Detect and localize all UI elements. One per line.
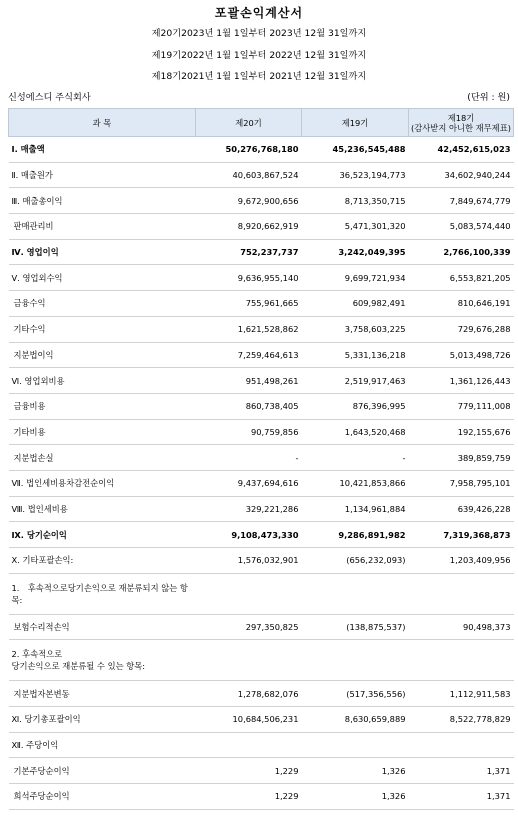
table-row bbox=[9, 137, 514, 163]
row-label: 기타수익 bbox=[9, 316, 196, 342]
cell-value: 9,286,891,982 bbox=[302, 522, 409, 548]
cell-value: (656,232,093) bbox=[302, 548, 409, 574]
cell-value: 1,361,126,443 bbox=[409, 368, 514, 394]
cell-value: 3,242,049,395 bbox=[302, 239, 409, 265]
cell-value: 9,636,955,140 bbox=[196, 265, 302, 291]
cell-value: 7,319,368,873 bbox=[409, 522, 514, 548]
table-row bbox=[9, 732, 514, 758]
row-label: Ⅱ. 매출원가 bbox=[9, 162, 196, 188]
cell-value: 860,738,405 bbox=[196, 393, 302, 419]
table-row bbox=[9, 393, 514, 419]
cell-value: 34,602,940,244 bbox=[409, 162, 514, 188]
row-label: Ⅴ. 영업외수익 bbox=[9, 265, 196, 291]
row-label: 지분법손실 bbox=[9, 445, 196, 471]
row-label: 지분법자본변동 bbox=[9, 681, 196, 707]
header-period-19: 제19기 bbox=[302, 109, 409, 137]
table-row bbox=[9, 342, 514, 368]
cell-value: 8,630,659,889 bbox=[302, 707, 409, 733]
table-row bbox=[9, 614, 514, 640]
cell-value: 10,421,853,866 bbox=[302, 470, 409, 496]
row-label: Ⅰ. 매출액 bbox=[9, 137, 196, 163]
row-label: Ⅵ. 영업외비용 bbox=[9, 368, 196, 394]
cell-value bbox=[302, 640, 409, 681]
header-period-20: 제20기 bbox=[196, 109, 302, 137]
cell-value: 1,621,528,862 bbox=[196, 316, 302, 342]
table-row bbox=[9, 640, 514, 681]
cell-value: 1,229 bbox=[196, 784, 302, 810]
cell-value: 40,603,867,524 bbox=[196, 162, 302, 188]
table-row bbox=[9, 681, 514, 707]
period-line-20: 제20기2023년 1월 1일부터 2023년 12월 31일까지 bbox=[151, 28, 367, 39]
cell-value: 1,371 bbox=[409, 758, 514, 784]
cell-value: 1,278,682,076 bbox=[196, 681, 302, 707]
cell-value: 389,859,759 bbox=[409, 445, 514, 471]
cell-value: 1,112,911,583 bbox=[409, 681, 514, 707]
cell-value bbox=[409, 573, 514, 614]
table-row bbox=[9, 522, 514, 548]
cell-value bbox=[409, 732, 514, 758]
cell-value: 90,498,373 bbox=[409, 614, 514, 640]
cell-value: 36,523,194,773 bbox=[302, 162, 409, 188]
row-label: 1. 후속적으로당기손익으로 재분류되지 않는 항목: bbox=[9, 573, 196, 614]
cell-value: 1,371 bbox=[409, 784, 514, 810]
table-row bbox=[9, 707, 514, 733]
cell-value bbox=[409, 640, 514, 681]
table-row bbox=[9, 291, 514, 317]
cell-value bbox=[302, 732, 409, 758]
row-label: Ⅻ. 주당이익 bbox=[9, 732, 196, 758]
cell-value: 609,982,491 bbox=[302, 291, 409, 317]
cell-value: 1,229 bbox=[196, 758, 302, 784]
cell-value bbox=[196, 573, 302, 614]
cell-value: 1,326 bbox=[302, 758, 409, 784]
table-row bbox=[9, 188, 514, 214]
header-item: 과 목 bbox=[9, 109, 196, 137]
row-label: 금융비용 bbox=[9, 393, 196, 419]
table-row bbox=[9, 470, 514, 496]
row-label: 기본주당순이익 bbox=[9, 758, 196, 784]
table-row bbox=[9, 548, 514, 574]
table-row bbox=[9, 445, 514, 471]
cell-value: 10,684,506,231 bbox=[196, 707, 302, 733]
row-label: Ⅸ. 당기순이익 bbox=[9, 522, 196, 548]
cell-value: 9,437,694,616 bbox=[196, 470, 302, 496]
row-label: 2. 후속적으로 당기손익으로 재분류될 수 있는 항목: bbox=[9, 640, 196, 681]
cell-value: 7,259,464,613 bbox=[196, 342, 302, 368]
cell-value: 7,849,674,779 bbox=[409, 188, 514, 214]
cell-value: 8,713,350,715 bbox=[302, 188, 409, 214]
row-label: 판매관리비 bbox=[9, 214, 196, 240]
row-label: Ⅷ. 법인세비용 bbox=[9, 496, 196, 522]
cell-value: 2,519,917,463 bbox=[302, 368, 409, 394]
income-statement-table bbox=[8, 108, 514, 810]
cell-value: - bbox=[302, 445, 409, 471]
cell-value: 752,237,737 bbox=[196, 239, 302, 265]
cell-value: 779,111,008 bbox=[409, 393, 514, 419]
cell-value: 2,766,100,339 bbox=[409, 239, 514, 265]
company-name: 신성에스디 주식회사 bbox=[8, 92, 91, 103]
table-row bbox=[9, 368, 514, 394]
cell-value: (517,356,556) bbox=[302, 681, 409, 707]
cell-value: 5,083,574,440 bbox=[409, 214, 514, 240]
cell-value: 297,350,825 bbox=[196, 614, 302, 640]
cell-value: 810,646,191 bbox=[409, 291, 514, 317]
cell-value: 755,961,665 bbox=[196, 291, 302, 317]
row-label: Ⅲ. 매출총이익 bbox=[9, 188, 196, 214]
row-label: 희석주당순이익 bbox=[9, 784, 196, 810]
cell-value: 9,672,900,656 bbox=[196, 188, 302, 214]
cell-value: 639,426,228 bbox=[409, 496, 514, 522]
row-label: 보험수리적손익 bbox=[9, 614, 196, 640]
cell-value: 1,643,520,468 bbox=[302, 419, 409, 445]
table-row bbox=[9, 265, 514, 291]
cell-value bbox=[196, 640, 302, 681]
row-label: Ⅳ. 영업이익 bbox=[9, 239, 196, 265]
cell-value: 8,522,778,829 bbox=[409, 707, 514, 733]
table-row bbox=[9, 214, 514, 240]
cell-value: 90,759,856 bbox=[196, 419, 302, 445]
table-row bbox=[9, 239, 514, 265]
cell-value: 45,236,545,488 bbox=[302, 137, 409, 163]
cell-value: 729,676,288 bbox=[409, 316, 514, 342]
row-label: Ⅶ. 법인세비용차감전순이익 bbox=[9, 470, 196, 496]
table-row bbox=[9, 573, 514, 614]
cell-value: 7,958,795,101 bbox=[409, 470, 514, 496]
cell-value: 1,326 bbox=[302, 784, 409, 810]
cell-value: - bbox=[196, 445, 302, 471]
cell-value: 50,276,768,180 bbox=[196, 137, 302, 163]
cell-value: 5,013,498,726 bbox=[409, 342, 514, 368]
header-period-18: 제18기 (감사받지 아니한 재무제표) bbox=[409, 109, 514, 137]
cell-value: 1,576,032,901 bbox=[196, 548, 302, 574]
table-row bbox=[9, 316, 514, 342]
row-label: 지분법이익 bbox=[9, 342, 196, 368]
cell-value bbox=[196, 732, 302, 758]
table-row bbox=[9, 496, 514, 522]
table-row bbox=[9, 758, 514, 784]
cell-value: (138,875,537) bbox=[302, 614, 409, 640]
cell-value: 329,221,286 bbox=[196, 496, 302, 522]
table-row bbox=[9, 162, 514, 188]
table-row bbox=[9, 419, 514, 445]
cell-value: 5,331,136,218 bbox=[302, 342, 409, 368]
row-label: 금융수익 bbox=[9, 291, 196, 317]
cell-value: 1,203,409,956 bbox=[409, 548, 514, 574]
cell-value: 5,471,301,320 bbox=[302, 214, 409, 240]
cell-value: 3,758,603,225 bbox=[302, 316, 409, 342]
period-line-19: 제19기2022년 1월 1일부터 2022년 12월 31일까지 bbox=[151, 50, 367, 61]
cell-value: 6,553,821,205 bbox=[409, 265, 514, 291]
table-row bbox=[9, 784, 514, 810]
row-label: 기타비용 bbox=[9, 419, 196, 445]
period-line-18: 제18기2021년 1월 1일부터 2021년 12월 31일까지 bbox=[151, 71, 367, 82]
cell-value: 192,155,676 bbox=[409, 419, 514, 445]
header-row bbox=[9, 109, 514, 137]
cell-value: 9,108,473,330 bbox=[196, 522, 302, 548]
cell-value: 8,920,662,919 bbox=[196, 214, 302, 240]
cell-value: 1,134,961,884 bbox=[302, 496, 409, 522]
unit-label: (단위 : 원) bbox=[467, 92, 510, 103]
cell-value: 876,396,995 bbox=[302, 393, 409, 419]
cell-value: 951,498,261 bbox=[196, 368, 302, 394]
cell-value bbox=[302, 573, 409, 614]
row-label: Ⅺ. 당기총포괄이익 bbox=[9, 707, 196, 733]
row-label: Ⅹ. 기타포괄손익: bbox=[9, 548, 196, 574]
cell-value: 42,452,615,023 bbox=[409, 137, 514, 163]
statement-title: 포괄손익계산서 bbox=[214, 6, 304, 20]
cell-value: 9,699,721,934 bbox=[302, 265, 409, 291]
